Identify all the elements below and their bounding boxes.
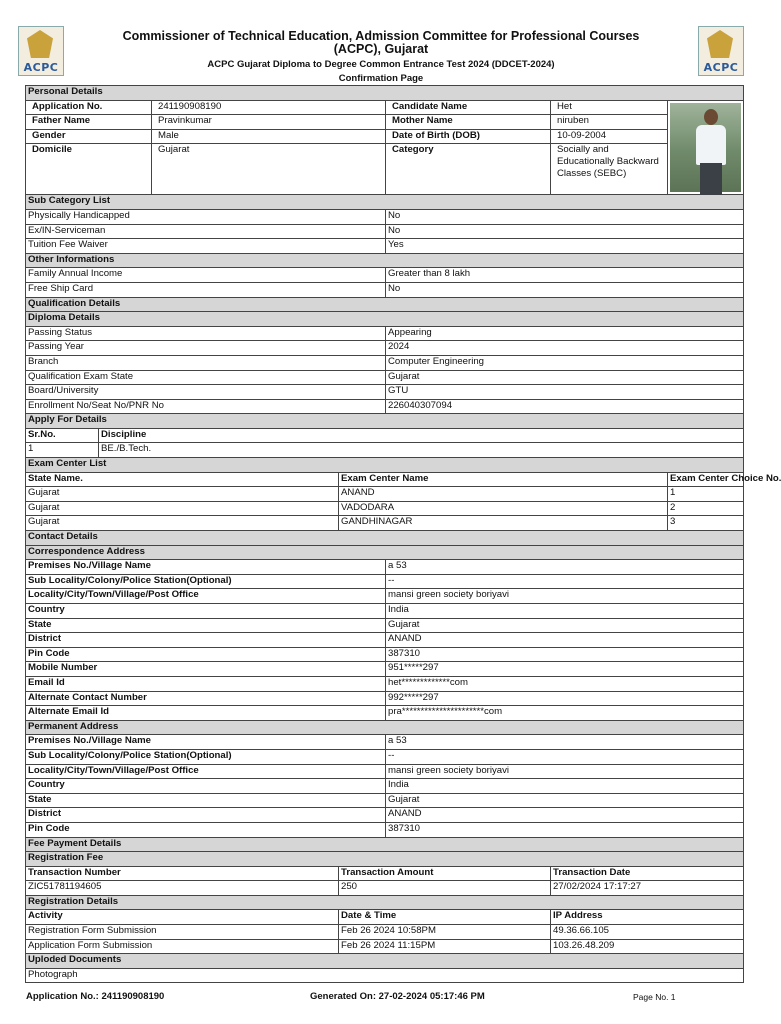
page-header [0, 0, 768, 86]
label-gender: Gender [26, 129, 152, 144]
col-date-time: Date & Time [339, 910, 551, 925]
value-mother-name: niruben [551, 115, 668, 130]
section-registration-details: Registration Details [26, 895, 744, 910]
diploma-row-label: Enrollment No/Seat No/PNR No [26, 399, 386, 414]
value-category: Socially and Educationally Backward Classes (SEBC) [551, 144, 668, 195]
corr-row-value: 951*****297 [386, 662, 744, 677]
diploma-row-label: Board/University [26, 385, 386, 400]
confirmation-table [25, 85, 781, 983]
center-choice: 2 [668, 501, 744, 516]
perm-row-value: India [386, 779, 744, 794]
corr-row-value: het*************com [386, 676, 744, 691]
label-category: Category [386, 144, 551, 195]
acpc-logo-right: ACPC [698, 26, 744, 76]
col-discipline: Discipline [99, 428, 744, 443]
perm-row-label: Premises No./Village Name [26, 735, 386, 750]
corr-row-value: India [386, 604, 744, 619]
footer-generated-on: Generated On: 27-02-2024 05:17:46 PM [310, 991, 485, 1002]
reg-activity: Registration Form Submission [26, 925, 339, 940]
apply-sr: 1 [26, 443, 99, 458]
exam-subtitle: ACPC Gujarat Diploma to Degree Common Entrance Test 2024 (DDCET-2024) [207, 59, 555, 70]
other-row-value: Greater than 8 lakh [386, 268, 744, 283]
corr-row-value: 992*****297 [386, 691, 744, 706]
footer-application-no: Application No.: 241190908190 [26, 991, 165, 1002]
col-activity: Activity [26, 910, 339, 925]
section-other-info: Other Informations [26, 253, 744, 268]
value-domicile: Gujarat [152, 144, 386, 195]
corr-row-value: 387310 [386, 647, 744, 662]
section-qualification: Qualification Details [26, 297, 744, 312]
subcat-row-label: Tuition Fee Waiver [26, 239, 386, 254]
corr-row-label: Premises No./Village Name [26, 560, 386, 575]
perm-row-value: ANAND [386, 808, 744, 823]
reg-ip: 49.36.66.105 [551, 925, 744, 940]
section-apply-for: Apply For Details [26, 414, 744, 429]
col-transaction-amount: Transaction Amount [339, 866, 551, 881]
corr-row-label: Locality/City/Town/Village/Post Office [26, 589, 386, 604]
perm-row-label: District [26, 808, 386, 823]
center-name: GANDHINAGAR [339, 516, 668, 531]
perm-row-label: Locality/City/Town/Village/Post Office [26, 764, 386, 779]
reg-ip: 103.26.48.209 [551, 939, 744, 954]
section-permanent-address: Permanent Address [26, 720, 744, 735]
corr-row-value: Gujarat [386, 618, 744, 633]
corr-row-label: Pin Code [26, 647, 386, 662]
diploma-row-value: Computer Engineering [386, 355, 744, 370]
label-dob: Date of Birth (DOB) [386, 129, 551, 144]
col-sr-no: Sr.No. [26, 428, 99, 443]
col-transaction-number: Transaction Number [26, 866, 339, 881]
label-application-no: Application No. [26, 100, 152, 115]
col-state-name: State Name. [26, 472, 339, 487]
section-diploma: Diploma Details [26, 312, 744, 327]
candidate-photo [668, 100, 744, 195]
perm-row-label: Sub Locality/Colony/Police Station(Optional) [26, 749, 386, 764]
perm-row-label: Country [26, 779, 386, 794]
perm-row-label: State [26, 793, 386, 808]
corr-row-value: mansi green society boriyavi [386, 589, 744, 604]
value-gender: Male [152, 129, 386, 144]
corr-row-label: State [26, 618, 386, 633]
document-name: Photograph [26, 968, 744, 983]
value-father-name: Pravinkumar [152, 115, 386, 130]
section-sub-category: Sub Category List [26, 195, 744, 210]
corr-row-label: Sub Locality/Colony/Police Station(Optional) [26, 574, 386, 589]
perm-row-label: Pin Code [26, 822, 386, 837]
col-center-name: Exam Center Name [339, 472, 668, 487]
corr-row-label: Email Id [26, 676, 386, 691]
footer-page-number: Page No. 1 [633, 992, 676, 1002]
diploma-row-label: Qualification Exam State [26, 370, 386, 385]
other-row-label: Family Annual Income [26, 268, 386, 283]
corr-row-value: -- [386, 574, 744, 589]
corr-row-label: Country [26, 604, 386, 619]
diploma-row-value: 226040307094 [386, 399, 744, 414]
perm-row-value: a 53 [386, 735, 744, 750]
subcat-row-value: No [386, 224, 744, 239]
perm-row-value: Gujarat [386, 793, 744, 808]
section-correspondence-address: Correspondence Address [26, 545, 744, 560]
center-name: VADODARA [339, 501, 668, 516]
value-candidate-name: Het [551, 100, 668, 115]
fee-date: 27/02/2024 17:17:27 [551, 881, 744, 896]
center-state: Gujarat [26, 501, 339, 516]
col-ip-address: IP Address [551, 910, 744, 925]
diploma-row-value: 2024 [386, 341, 744, 356]
subcat-row-label: Ex/IN-Serviceman [26, 224, 386, 239]
diploma-row-label: Passing Status [26, 326, 386, 341]
reg-activity: Application Form Submission [26, 939, 339, 954]
subcat-row-value: No [386, 209, 744, 224]
reg-datetime: Feb 26 2024 10:58PM [339, 925, 551, 940]
label-domicile: Domicile [26, 144, 152, 195]
subcat-row-value: Yes [386, 239, 744, 254]
col-transaction-date: Transaction Date [551, 866, 744, 881]
diploma-row-value: Gujarat [386, 370, 744, 385]
section-registration-fee: Registration Fee [26, 852, 744, 867]
col-center-choice: Exam Center Choice No. [668, 472, 744, 487]
corr-row-label: District [26, 633, 386, 648]
center-state: Gujarat [26, 516, 339, 531]
corr-row-value: a 53 [386, 560, 744, 575]
center-choice: 1 [668, 487, 744, 502]
value-application-no: 241190908190 [152, 100, 386, 115]
section-uploaded-documents: Uploded Documents [26, 954, 744, 969]
label-father-name: Father Name [26, 115, 152, 130]
page-name: Confirmation Page [338, 73, 424, 84]
corr-row-value: ANAND [386, 633, 744, 648]
label-candidate-name: Candidate Name [386, 100, 551, 115]
diploma-row-value: GTU [386, 385, 744, 400]
center-state: Gujarat [26, 487, 339, 502]
center-choice: 3 [668, 516, 744, 531]
other-row-value: No [386, 282, 744, 297]
perm-row-value: 387310 [386, 822, 744, 837]
value-dob: 10-09-2004 [551, 129, 668, 144]
perm-row-value: -- [386, 749, 744, 764]
label-mother-name: Mother Name [386, 115, 551, 130]
page-title: Commissioner of Technical Education, Admission Committee for Professional Courses (ACPC), Gujarat [122, 29, 640, 56]
other-row-label: Free Ship Card [26, 282, 386, 297]
subcat-row-label: Physically Handicapped [26, 209, 386, 224]
center-name: ANAND [339, 487, 668, 502]
corr-row-label: Alternate Contact Number [26, 691, 386, 706]
reg-datetime: Feb 26 2024 11:15PM [339, 939, 551, 954]
section-exam-center: Exam Center List [26, 458, 744, 473]
corr-row-value: pra**********************com [386, 706, 744, 721]
diploma-row-label: Branch [26, 355, 386, 370]
apply-discipline: BE./B.Tech. [99, 443, 744, 458]
section-fee-payment: Fee Payment Details [26, 837, 744, 852]
section-contact: Contact Details [26, 531, 744, 546]
acpc-logo-left: ACPC [18, 26, 64, 76]
diploma-row-value: Appearing [386, 326, 744, 341]
fee-amount: 250 [339, 881, 551, 896]
fee-number: ZIC51781194605 [26, 881, 339, 896]
section-personal-details: Personal Details [26, 86, 744, 101]
corr-row-label: Mobile Number [26, 662, 386, 677]
corr-row-label: Alternate Email Id [26, 706, 386, 721]
perm-row-value: mansi green society boriyavi [386, 764, 744, 779]
diploma-row-label: Passing Year [26, 341, 386, 356]
